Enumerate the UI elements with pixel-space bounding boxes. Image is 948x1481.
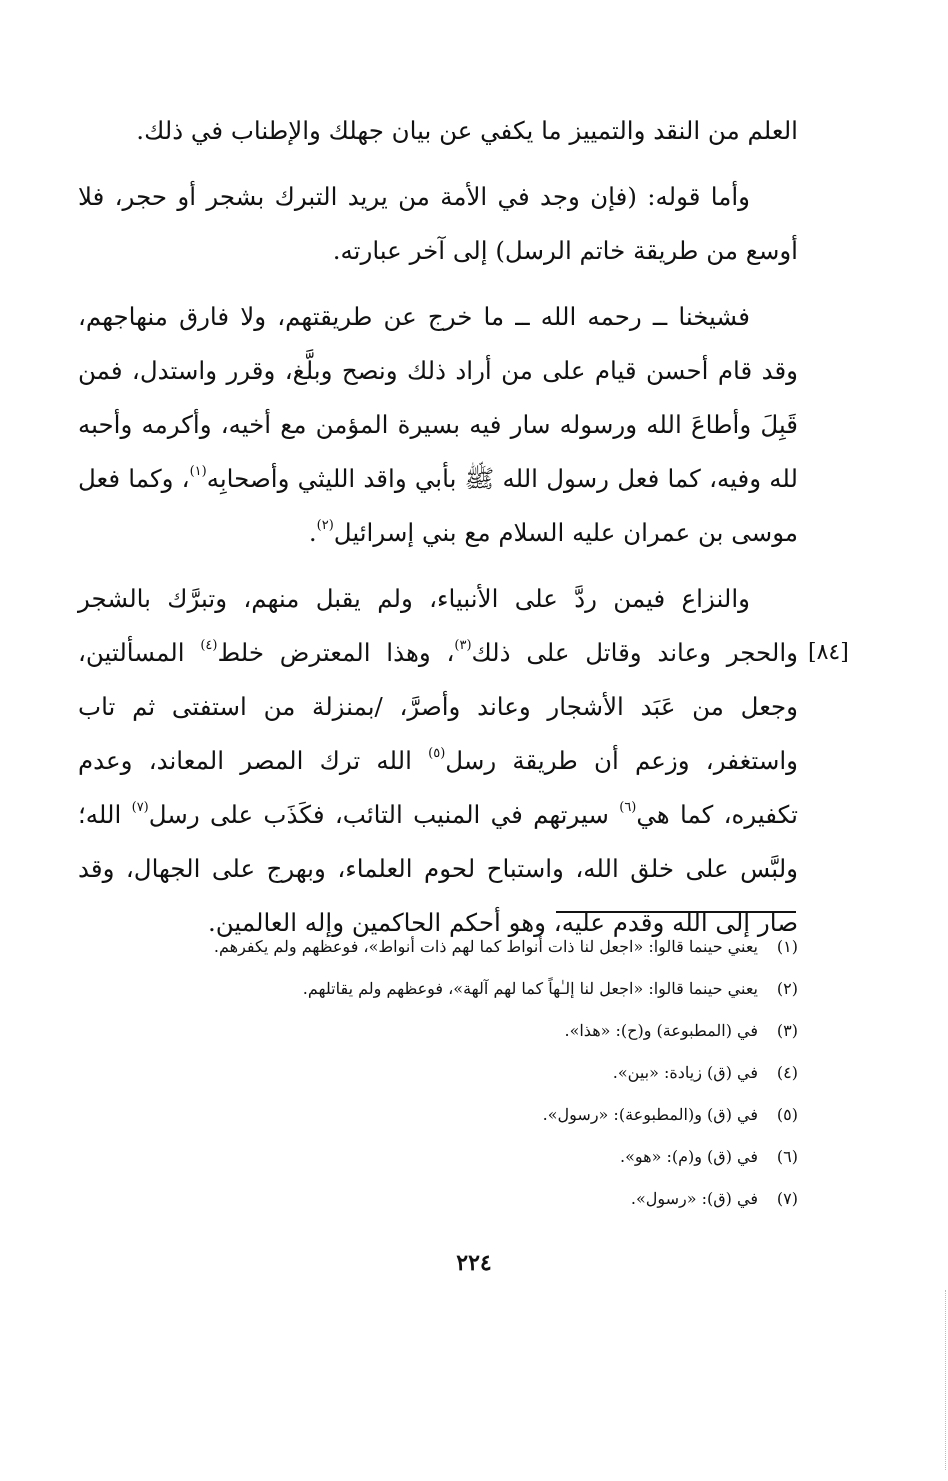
page-number: ٢٢٤ [456, 1250, 492, 1276]
paragraph-4 [78, 572, 798, 950]
footnote-5 [78, 1094, 798, 1136]
footnote-ref-5[interactable]: (٥) [428, 746, 446, 761]
footnote-7 [78, 1178, 798, 1220]
footnote-ref-3[interactable]: (٣) [454, 638, 472, 653]
paragraph-4-text-c: المسألتين، وجعل من عَبَد الأشجار وعاند وأصرَّ، /بمنزلة من استفتى ثم تاب واستغفر، وزعم أن طريقة رسل [78, 638, 798, 775]
footnote-3 [78, 1010, 798, 1052]
footnote-number: (٢) [776, 979, 798, 998]
footnote-ref-2[interactable]: (٢) [316, 518, 334, 533]
paragraph-3 [78, 290, 798, 560]
footnotes [78, 926, 798, 1220]
paragraph-2: وأما قوله: (فإن وجد في الأمة من يريد التبرك بشجر أو حجر، فلا أوسع من طريقة خاتم الرسل) إلى آخر عبارته. [78, 182, 798, 265]
footnote-number: (٦) [776, 1147, 798, 1166]
main-text [78, 104, 798, 962]
paragraph-4-text-d: الله ترك المصر المعاند، وعدم تكفيره، كما هي [78, 746, 798, 829]
footnote-text: يعني حينما قالوا: «اجعل لنا إلـٰهاً كما لهم آلهة»، فوعظهم ولم يقاتلهم. [302, 979, 758, 998]
footnote-text: في (ق) زيادة: «بين». [612, 1063, 758, 1082]
footnote-number: (٥) [776, 1105, 798, 1124]
paragraph-4-text-b: ، وهذا المعترض خلط [217, 638, 455, 667]
footnote-number: (٤) [776, 1063, 798, 1082]
paragraph-1: العلم من النقد والتمييز ما يكفي عن بيان جهلك والإطناب في ذلك. [136, 116, 798, 145]
paragraph-4-text-a: والنزاع فيمن ردَّ على الأنبياء، ولم يقبل منهم، وتبرَّك بالشجر والحجر وعاند وقاتل على ذلك [78, 584, 798, 667]
footnote-ref-4[interactable]: (٤) [200, 638, 218, 653]
scan-edge-divider [944, 1290, 946, 1470]
footnote-4 [78, 1052, 798, 1094]
paragraph-3-text-c: . [308, 518, 317, 547]
footnote-text: في (ق) و(المطبوعة): «رسول». [542, 1105, 758, 1124]
footnote-ref-7[interactable]: (٧) [131, 800, 149, 815]
footnote-number: (٣) [776, 1021, 798, 1040]
footnote-6 [78, 1136, 798, 1178]
footnote-text: في (ق) و(م): «هو». [619, 1147, 758, 1166]
paragraph-3-text-a: فشيخنا ــ رحمه الله ــ ما خرج عن طريقتهم، ولا فارق منهاجهم، وقد قام أحسن قيام على من أراد ذلك ونصح وبلَّغ، وقرر واستدل، فمن قَبِلَ وأطاعَ الله ورسوله سار فيه بسيرة المؤمن مع أخيه، وأكرمه وأحبه لله وفيه، كما فعل رسول الله ﷺ بأبي واقد الليثي وأصحابِه [78, 302, 798, 493]
footnote-text: يعني حينما قالوا: «اجعل لنا ذات أنواط كما لهم ذات أنواط»، فوعظهم ولم يكفرهم. [213, 937, 758, 956]
footnote-text: في (المطبوعة) و(ح): «هذا». [564, 1021, 758, 1040]
footnote-number: (٧) [776, 1189, 798, 1208]
footnote-1 [78, 926, 798, 968]
footnote-ref-6[interactable]: (٦) [619, 800, 637, 815]
footnote-number: (١) [776, 937, 798, 956]
footnote-2 [78, 968, 798, 1010]
footnote-ref-1[interactable]: (١) [189, 464, 207, 479]
manuscript-page-marker: [٨٤] [808, 640, 849, 665]
footnote-separator [556, 911, 796, 913]
paragraph-3-text-b: ، وكما فعل موسى بن عمران عليه السلام مع بني إسرائيل [78, 464, 798, 547]
footnote-text: في (ق): «رسول». [630, 1189, 758, 1208]
paragraph-4-text-e: سيرتهم في المنيب التائب، فكَذَب على رسل [148, 800, 620, 829]
paragraph-4-text-f: الله؛ ولبَّس على خلق الله، واستباح لحوم العلماء، وبهرج على الجهال، وقد صار إلى الله وقدم عليه، وهو أحكم الحاكمين وإله العالمين. [78, 800, 798, 937]
